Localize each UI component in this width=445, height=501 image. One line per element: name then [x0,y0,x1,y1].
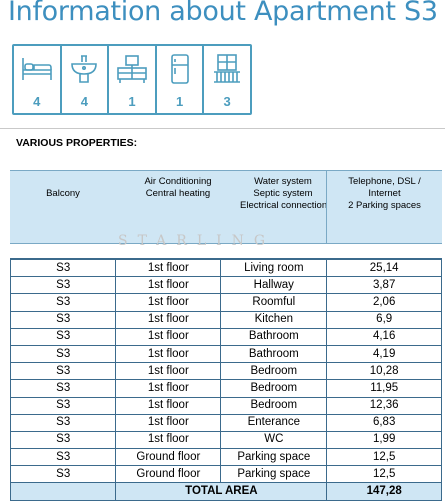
balcony-icon [210,52,244,86]
property-text: Telephone, DSL / [348,176,421,187]
unit-cell: S3 [11,259,116,277]
room-cell: Bathroom [221,328,327,345]
unit-cell: S3 [11,466,116,483]
area-cell: 10,28 [327,363,442,380]
table-row [11,345,442,362]
divider [0,128,445,129]
floor-cell: 1st floor [116,259,221,277]
floor-cell: 1st floor [116,294,221,311]
area-cell: 12,5 [327,449,442,466]
page-title: Information about Apartment S3 [8,0,438,27]
unit-cell: S3 [11,431,116,448]
room-cell: Enterance [221,414,327,431]
area-cell: 1,99 [327,431,442,448]
floor-cell: 1st floor [116,311,221,328]
total-blank-cell [11,483,116,500]
property-text: Electrical connection [240,200,328,211]
amenity-refrigerator [157,46,205,113]
unit-cell: S3 [11,328,116,345]
room-cell: Bedroom [221,380,327,397]
desk-icon [115,52,149,86]
amenity-desk [109,46,157,113]
amenities-panel [12,44,252,115]
area-cell: 6,9 [327,311,442,328]
unit-cell: S3 [11,363,116,380]
area-cell: 12,5 [327,466,442,483]
area-cell: 11,95 [327,380,442,397]
property-text: Air Conditioning [144,176,212,187]
amenity-count: 4 [80,94,88,109]
floor-cell: 1st floor [116,397,221,414]
floor-cell: 1st floor [116,277,221,294]
area-cell: 25,14 [327,259,442,277]
property-text: Central heating [145,188,211,199]
property-text: Internet [368,188,401,199]
amenity-balcony [204,46,250,113]
room-cell: Parking space [221,449,327,466]
property-text: Balcony [46,188,80,199]
floor-cell: 1st floor [116,328,221,345]
unit-cell: S3 [11,277,116,294]
floor-cell: 1st floor [116,414,221,431]
table-row [11,363,442,380]
unit-cell: S3 [11,380,116,397]
floor-cell: 1st floor [116,380,221,397]
amenity-bed [14,46,62,113]
room-cell: Bedroom [221,363,327,380]
floor-cell: Ground floor [116,466,221,483]
bed-icon [20,52,54,86]
property-text: Septic system [253,188,313,199]
area-cell: 4,16 [327,328,442,345]
table-row [11,466,442,483]
room-cell: Hallway [221,277,327,294]
sink-icon [67,52,101,86]
unit-cell: S3 [11,414,116,431]
table-row [11,380,442,397]
property-text: Water system [254,176,312,187]
table-row [11,259,442,277]
table-row [11,311,442,328]
property-text: 2 Parking spaces [348,200,421,211]
table-row [11,328,442,345]
unit-cell: S3 [11,449,116,466]
amenity-count: 4 [33,94,41,109]
watermark: STARLING [118,233,276,249]
total-label: TOTAL AREA [116,483,327,500]
unit-cell: S3 [11,311,116,328]
amenity-count: 1 [128,94,136,109]
various-properties-heading: VARIOUS PROPERTIES: [16,137,138,149]
room-cell: Kitchen [221,311,327,328]
table-row [11,294,442,311]
property-column [326,171,442,243]
area-cell: 6,83 [327,414,442,431]
area-cell: 12,36 [327,397,442,414]
total-row [11,483,442,500]
floor-cell: Ground floor [116,449,221,466]
room-cell: Bathroom [221,345,327,362]
area-cell: 2,06 [327,294,442,311]
floor-cell: 1st floor [116,363,221,380]
table-row [11,277,442,294]
area-cell: 4,19 [327,345,442,362]
table-row [11,414,442,431]
amenity-count: 3 [223,94,231,109]
table-row [11,431,442,448]
room-cell: Bedroom [221,397,327,414]
property-column [10,171,116,243]
room-cell: WC [221,431,327,448]
area-table [10,258,442,501]
total-value: 147,28 [327,483,442,500]
floor-cell: 1st floor [116,345,221,362]
room-cell: Roomful [221,294,327,311]
room-cell: Living room [221,259,327,277]
floor-cell: 1st floor [116,431,221,448]
unit-cell: S3 [11,294,116,311]
unit-cell: S3 [11,397,116,414]
refrigerator-icon [163,52,197,86]
table-row [11,397,442,414]
area-cell: 3,87 [327,277,442,294]
unit-cell: S3 [11,345,116,362]
table-row [11,449,442,466]
room-cell: Parking space [221,466,327,483]
amenity-count: 1 [175,94,184,109]
amenity-sink [62,46,110,113]
